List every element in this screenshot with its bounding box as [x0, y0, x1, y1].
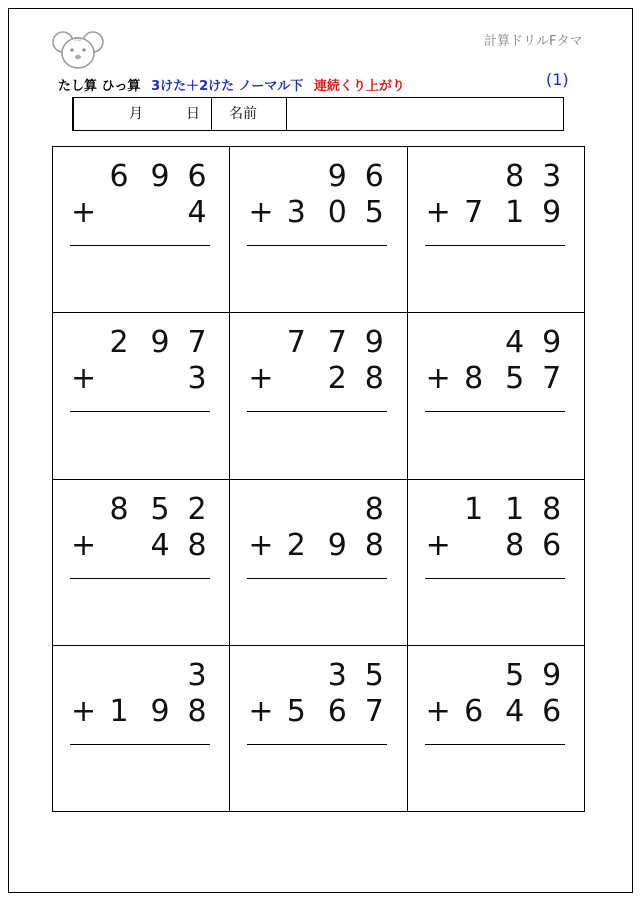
digit: 9	[542, 657, 562, 693]
title-part-operation: たし算 ひっ算	[58, 79, 141, 94]
answer-line	[70, 578, 210, 579]
digit: 2	[286, 527, 306, 563]
bottom-number	[426, 361, 564, 397]
digit: 6	[464, 693, 484, 729]
plus-sign: +	[425, 361, 451, 397]
answer-line	[247, 744, 387, 745]
digit: 8	[542, 491, 562, 527]
problem-cell[interactable]	[230, 147, 407, 313]
plus-sign: +	[71, 527, 97, 563]
site-name: 計算ドリルFタマ	[484, 34, 583, 49]
problem-cell[interactable]	[53, 313, 230, 479]
digit: 4	[150, 527, 170, 563]
top-number	[248, 492, 386, 528]
problem-cell[interactable]	[408, 646, 585, 812]
top-number	[426, 159, 564, 195]
svg-text:FD: FD	[74, 37, 82, 43]
problem-cell[interactable]	[230, 313, 407, 479]
bottom-number	[248, 528, 386, 564]
answer-line	[70, 744, 210, 745]
title-part-level: 3けた＋2けた ノーマル下	[151, 79, 304, 94]
digit: 9	[364, 325, 384, 361]
bottom-number	[71, 361, 209, 397]
digit: 3	[286, 195, 306, 230]
problem-cell[interactable]	[408, 313, 585, 479]
digit: 2	[109, 325, 129, 361]
plus-sign: +	[248, 361, 274, 397]
bottom-number	[248, 361, 386, 397]
problem-grid	[52, 146, 585, 812]
digit: 9	[150, 325, 170, 361]
plus-sign: +	[71, 693, 97, 729]
answer-line	[425, 245, 565, 246]
top-number	[248, 658, 386, 694]
answer-line	[247, 578, 387, 579]
divider	[286, 98, 287, 130]
digit: 6	[542, 693, 562, 729]
answer-line	[425, 578, 565, 579]
digit: 2	[327, 361, 347, 397]
month-label: 月	[129, 106, 143, 122]
digit: 0	[327, 195, 347, 230]
digit: 8	[505, 159, 525, 194]
digit: 4	[505, 693, 525, 729]
digit: 9	[542, 325, 562, 361]
problem-cell[interactable]	[408, 480, 585, 646]
digit: 5	[364, 195, 384, 230]
digit: 1	[505, 491, 525, 527]
problem-cell[interactable]	[230, 480, 407, 646]
answer-line	[70, 245, 210, 246]
bottom-number	[71, 528, 209, 564]
plus-sign: +	[71, 195, 97, 230]
title-part-carry: 連続くり上がり	[313, 79, 405, 94]
digit: 6	[542, 527, 562, 563]
digit: 5	[505, 361, 525, 397]
digit: 1	[464, 491, 484, 527]
divider	[211, 98, 212, 130]
worksheet-title	[58, 75, 411, 94]
digit: 9	[327, 159, 347, 194]
digit: 5	[150, 491, 170, 527]
plus-sign: +	[248, 527, 274, 563]
bottom-number	[426, 694, 564, 730]
digit: 8	[505, 527, 525, 563]
top-number	[71, 658, 209, 694]
digit: 8	[187, 693, 207, 729]
top-number	[248, 325, 386, 361]
answer-line	[247, 245, 387, 246]
name-date-box	[72, 97, 564, 131]
problem-cell[interactable]	[230, 646, 407, 812]
plus-sign: +	[248, 693, 274, 729]
digit: 9	[150, 159, 170, 194]
digit: 3	[327, 657, 347, 693]
digit: 8	[109, 491, 129, 527]
digit: 4	[187, 195, 207, 230]
digit: 7	[187, 325, 207, 361]
plus-sign: +	[425, 527, 451, 563]
name-label: 名前	[229, 106, 257, 122]
answer-line	[425, 744, 565, 745]
digit: 5	[364, 657, 384, 693]
digit: 6	[109, 159, 129, 194]
digit: 6	[364, 159, 384, 194]
answer-line	[247, 411, 387, 412]
bottom-number	[426, 528, 564, 564]
digit: 8	[187, 527, 207, 563]
problem-cell[interactable]	[53, 646, 230, 812]
bottom-number	[248, 195, 386, 231]
problem-cell[interactable]	[408, 147, 585, 313]
digit: 4	[505, 325, 525, 361]
digit: 3	[187, 657, 207, 693]
answer-line	[425, 411, 565, 412]
answer-line	[70, 411, 210, 412]
problem-cell[interactable]	[53, 147, 230, 313]
digit: 7	[364, 693, 384, 729]
digit: 5	[505, 657, 525, 693]
top-number	[426, 658, 564, 694]
top-number	[71, 325, 209, 361]
digit: 9	[542, 195, 562, 230]
bottom-number	[71, 694, 209, 730]
digit: 8	[364, 491, 384, 527]
top-number	[71, 159, 209, 195]
digit: 7	[286, 325, 306, 361]
digit: 8	[364, 361, 384, 397]
digit: 7	[542, 361, 562, 397]
plus-sign: +	[425, 693, 451, 729]
top-number	[71, 492, 209, 528]
problem-cell[interactable]	[53, 480, 230, 646]
plus-sign: +	[248, 195, 274, 230]
digit: 5	[286, 693, 306, 729]
digit: 2	[187, 491, 207, 527]
digit: 6	[327, 693, 347, 729]
digit: 3	[542, 159, 562, 194]
digit: 8	[364, 527, 384, 563]
digit: 9	[150, 693, 170, 729]
top-number	[426, 325, 564, 361]
plus-sign: +	[71, 361, 97, 397]
digit: 6	[187, 159, 207, 194]
digit: 8	[464, 361, 484, 397]
digit: 1	[109, 693, 129, 729]
bottom-number	[71, 195, 209, 231]
digit: 9	[327, 527, 347, 563]
digit: 3	[187, 361, 207, 397]
plus-sign: +	[425, 195, 451, 230]
bottom-number	[426, 195, 564, 231]
day-label: 日	[186, 106, 200, 122]
digit: 7	[464, 195, 484, 230]
bottom-number	[248, 694, 386, 730]
top-number	[248, 159, 386, 195]
mouse-logo-icon	[52, 28, 104, 72]
digit: 1	[505, 195, 525, 230]
digit: 7	[327, 325, 347, 361]
top-number	[426, 492, 564, 528]
sheet-number: (1)	[546, 70, 569, 89]
